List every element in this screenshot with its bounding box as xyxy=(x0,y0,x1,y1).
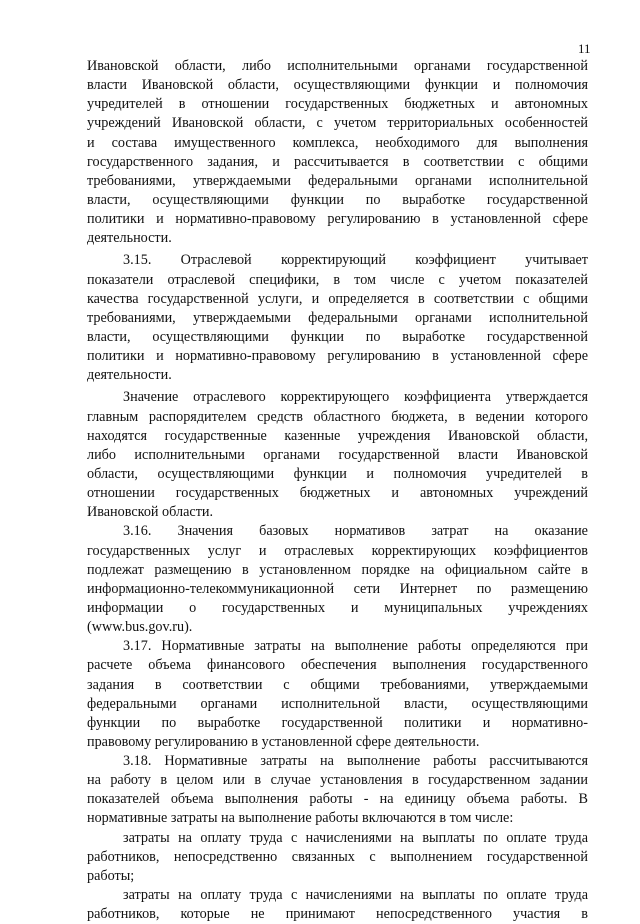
text-line: 3.15. Отраслевой корректирующий коэффициент учитывает xyxy=(123,252,588,269)
text-line: области, осуществляющими функции и полномочия учредителей в xyxy=(87,465,588,482)
text-line: Значение отраслевого корректирующего коэффициента утверждается xyxy=(123,389,588,406)
text-line: либо исполнительными органами государственной власти Ивановской xyxy=(87,446,588,463)
text-line: задания в соответствии с общими требованиями, утверждаемыми xyxy=(87,676,588,693)
text-line: власти, осуществляющими функции по выработке государственной xyxy=(87,191,588,208)
text-line: работников, которые не принимают непосредственного участия в xyxy=(87,906,588,923)
text-line: качества государственной услуги, и определяется в соответствии с общими xyxy=(87,290,588,307)
text-line: показателей объема выполнения работы - на единицу объема работы. В xyxy=(87,791,588,808)
text-line: Ивановской области. xyxy=(87,504,214,521)
text-line: власти Ивановской области, осуществляющими функции и полномочия xyxy=(87,77,588,94)
text-line: государственных услуг и отраслевых корректирующих коэффициентов xyxy=(87,542,588,559)
text-line: Ивановской области, либо исполнительными органами государственной xyxy=(87,58,588,74)
document-body xyxy=(87,57,588,924)
text-line: деятельности. xyxy=(87,367,172,384)
text-line: 3.17. Нормативные затраты на выполнение работы определяются при xyxy=(123,638,588,655)
text-line: главным распорядителем средств областного бюджета, в ведении которого xyxy=(87,408,588,425)
text-line: правовому регулированию в установленной сфере деятельности. xyxy=(87,733,480,750)
text-line: федеральными органами исполнительной власти, осуществляющими xyxy=(87,695,588,712)
text-line: функции по выработке государственной политики и нормативно- xyxy=(87,714,588,731)
text-line: отношении государственных бюджетных и автономных учреждений xyxy=(87,485,588,502)
text-line: информации о государственных и муниципальных учреждениях xyxy=(87,599,588,616)
text-line: (www.bus.gov.ru). xyxy=(87,619,193,636)
text-line: учреждений Ивановской области, с учетом территориальных особенностей xyxy=(87,115,588,132)
text-line: работников, непосредственно связанных с выполнением государственной xyxy=(87,848,588,865)
text-line: учредителей в отношении государственных бюджетных и автономных xyxy=(87,96,588,113)
page-number: 11 xyxy=(578,41,591,56)
text-line: требованиями, утверждаемыми федеральными органами исполнительной xyxy=(87,309,588,326)
text-line: расчете объема финансового обеспечения выполнения государственного xyxy=(87,657,588,674)
text-line: 3.16. Значения базовых нормативов затрат на оказание xyxy=(123,523,588,540)
text-line: власти, осуществляющими функции по выработке государственной xyxy=(87,328,588,345)
text-line: затраты на оплату труда с начислениями на выплаты по оплате труда xyxy=(123,887,588,904)
text-line: на работу в целом или в случае установления в государственном задании xyxy=(87,772,588,789)
text-line: деятельности. xyxy=(87,230,172,247)
text-line: политики и нормативно-правовому регулированию в установленной сфере xyxy=(87,211,588,228)
text-line: информационно-телекоммуникационной сети Интернет по размещению xyxy=(87,580,588,597)
text-line: показатели отраслевой специфики, в том числе с учетом показателей xyxy=(87,271,588,288)
text-line: находятся государственные казенные учреждения Ивановской области, xyxy=(87,427,588,444)
text-line: нормативные затраты на выполнение работы включаются в том числе: xyxy=(87,810,514,827)
text-line: и состава имущественного комплекса, необходимого для выполнения xyxy=(87,134,588,151)
text-line: подлежат размещению в установленном порядке на официальном сайте в xyxy=(87,561,588,578)
text-line: затраты на оплату труда с начислениями на выплаты по оплате труда xyxy=(123,829,588,846)
text-line: политики и нормативно-правовому регулированию в установленной сфере xyxy=(87,348,588,365)
text-line: работы; xyxy=(87,867,135,884)
text-line: 3.18. Нормативные затраты на выполнение работы рассчитываются xyxy=(123,753,588,770)
text-line: требованиями, утверждаемыми федеральными органами исполнительной xyxy=(87,172,588,189)
text-line: государственного задания, и рассчитывается в соответствии с общими xyxy=(87,153,588,170)
